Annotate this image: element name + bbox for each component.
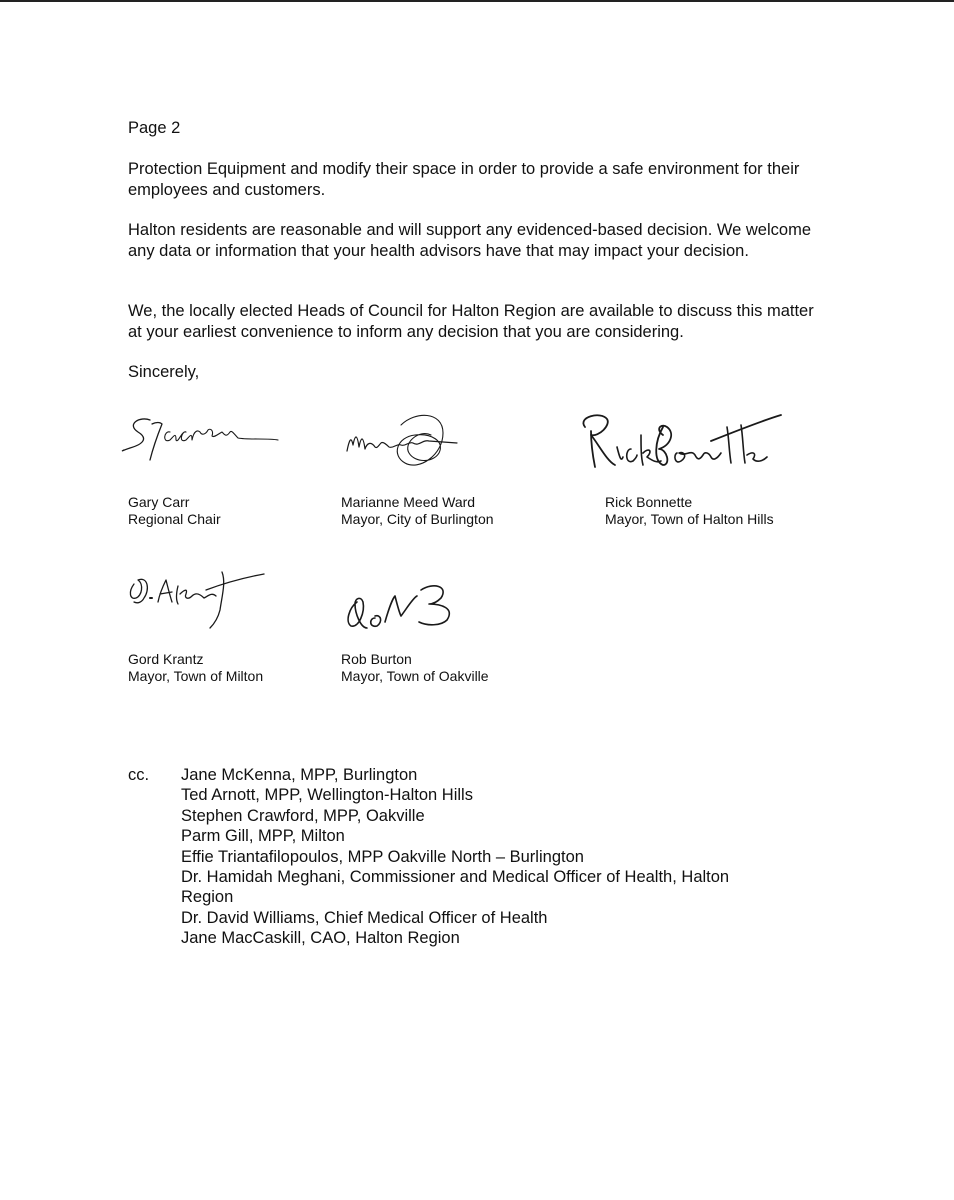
signer-name: Rick Bonnette xyxy=(605,494,693,510)
page-number: Page 2 xyxy=(128,119,181,137)
signer-name: Gord Krantz xyxy=(128,651,204,667)
cc-recipient-list xyxy=(181,765,781,949)
signer-name: Rob Burton xyxy=(341,651,412,667)
cc-recipient: Effie Triantafilopoulos, MPP Oakville North – Burlington xyxy=(181,847,584,866)
cc-recipient: Dr. David Williams, Chief Medical Officer of Health xyxy=(181,908,548,927)
top-border-rule xyxy=(0,0,954,2)
signature-gord-krantz xyxy=(122,562,272,637)
signature-block-rick-bonnette xyxy=(595,405,845,530)
signer-title: Mayor, Town of Halton Hills xyxy=(605,511,774,527)
signature-marianne-meed-ward xyxy=(339,405,469,475)
signer-title: Mayor, City of Burlington xyxy=(341,511,494,527)
closing-salutation: Sincerely, xyxy=(128,363,200,381)
signature-block-rob-burton xyxy=(331,562,581,687)
cc-recipient: Parm Gill, MPP, Milton xyxy=(181,827,345,846)
signer-name: Marianne Meed Ward xyxy=(341,494,476,510)
cc-recipient: Ted Arnott, MPP, Wellington-Halton Hills xyxy=(181,786,473,805)
body-paragraph-2: Halton residents are reasonable and will support any evidenced-based decision. We welcome any data or information that your health advisors have that may impact your decision. xyxy=(128,221,812,260)
signature-gary-carr xyxy=(118,410,288,470)
signer-name: Gary Carr xyxy=(128,494,190,510)
cc-recipient: Dr. Hamidah Meghani, Commissioner and Medical Officer of Health, Halton Region xyxy=(181,868,730,907)
cc-recipient: Jane MacCaskill, CAO, Halton Region xyxy=(181,929,460,948)
body-paragraph-3: We, the locally elected Heads of Council for Halton Region are available to discuss this matter at your earliest convenience to inform any decision that you are considering. xyxy=(128,302,814,341)
cc-recipient: Jane McKenna, MPP, Burlington xyxy=(181,766,418,784)
cc-recipient: Stephen Crawford, MPP, Oakville xyxy=(181,806,425,825)
cc-label: cc. xyxy=(128,766,150,784)
signature-block-marianne-meed-ward xyxy=(331,405,581,530)
signer-title: Regional Chair xyxy=(128,511,221,527)
signer-title: Mayor, Town of Oakville xyxy=(341,668,489,684)
signer-title: Mayor, Town of Milton xyxy=(128,668,264,684)
body-paragraph-1: Protection Equipment and modify their space in order to provide a safe environment for their employees and customers. xyxy=(128,160,800,199)
signature-rick-bonnette xyxy=(571,405,791,480)
signature-rob-burton xyxy=(337,568,477,643)
